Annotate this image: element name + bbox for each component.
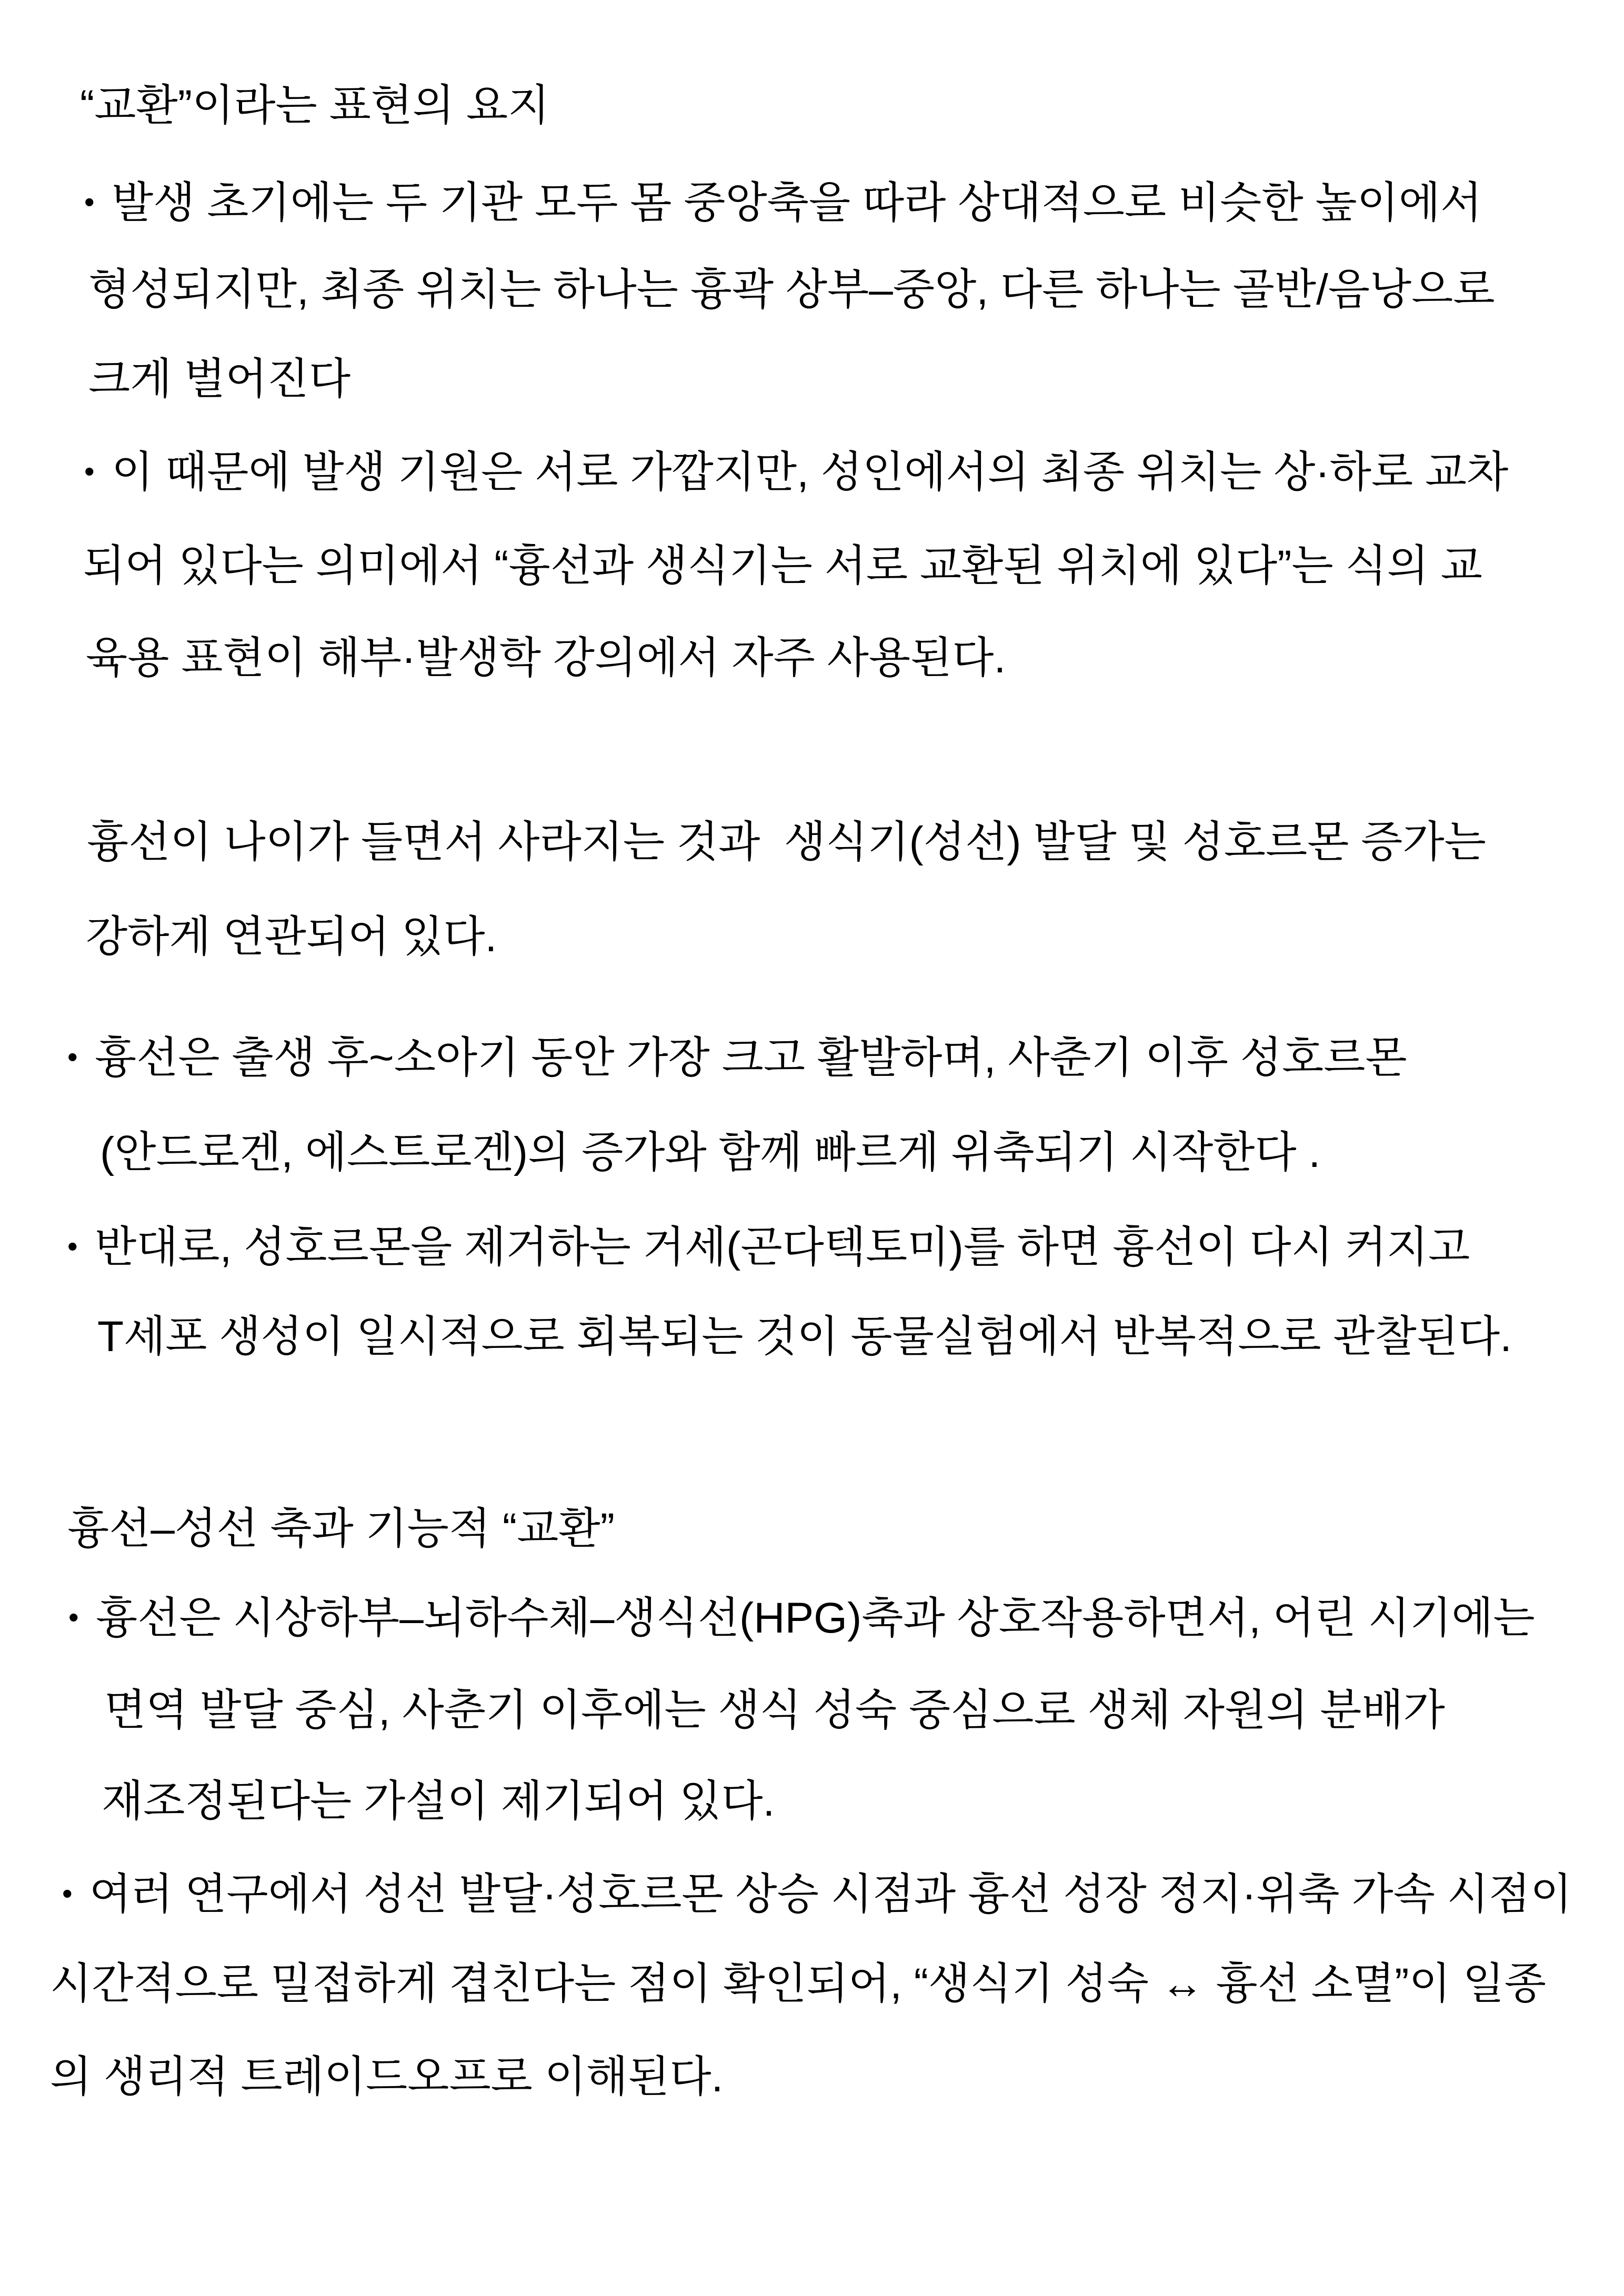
text-line: 되어 있다는 의미에서 “흉선과 생식기는 서로 교환된 위치에 있다”는 식의 교	[83, 542, 1482, 590]
paragraph-line: 흉선이 나이가 들면서 사라지는 것과 생식기(성선) 발달 및 성호르몬 증가는	[87, 818, 1486, 866]
section3-heading: 흉선–성선 축과 기능적 “교환”	[67, 1505, 615, 1553]
text-line: 크게 벌어진다	[88, 355, 351, 403]
text-line: 육용 표현이 해부·발생학 강의에서 자주 사용된다.	[86, 634, 1006, 682]
text-line-content: 흉선은 출생 후~소아기 동안 가장 크고 활발하며, 사춘기 이후 성호르몬	[95, 1034, 1407, 1082]
text-line: T세포 생성이 일시적으로 회복되는 것이 동물실험에서 반복적으로 관찰된다.	[97, 1313, 1512, 1361]
text-line: 면역 발달 중심, 사춘기 이후에는 생식 성숙 중심으로 생체 자원의 분배가	[104, 1686, 1445, 1734]
text-line	[67, 1221, 1470, 1275]
text-line-content: 반대로, 성호르몬을 제거하는 거세(곤다텍토미)를 하면 흉선이 다시 커지고	[95, 1223, 1470, 1271]
bullet-icon: •	[84, 185, 95, 218]
text-line	[84, 446, 1508, 500]
text-line	[68, 1592, 1535, 1646]
text-line-content: 흉선은 시상하부–뇌하수체–생식선(HPG)축과 상호작용하면서, 어린 시기에는	[96, 1594, 1535, 1642]
text-line: (안드로겐, 에스트로겐)의 증가와 함께 빠르게 위축되기 시작한다 .	[100, 1129, 1321, 1176]
text-line: 형성되지만, 최종 위치는 하나는 흉곽 상부–중앙, 다른 하나는 골반/음낭으로	[88, 266, 1495, 314]
bullet-icon: •	[67, 1040, 78, 1073]
bullet-icon: •	[84, 455, 95, 488]
bullet-icon: •	[68, 1600, 79, 1634]
paragraph-line: 강하게 연관되어 있다.	[86, 913, 497, 961]
text-line-content: 발생 초기에는 두 기관 모두 몸 중앙축을 따라 상대적으로 비슷한 높이에서	[112, 179, 1482, 227]
text-line-content: 이 때문에 발생 기원은 서로 가깝지만, 성인에서의 최종 위치는 상·하로 교차	[112, 448, 1509, 496]
text-line	[84, 176, 1482, 230]
section1-heading: “교환”이라는 표현의 요지	[80, 82, 550, 129]
text-line-content: 여러 연구에서 성선 발달·성호르몬 상승 시점과 흉선 성장 정지·위축 가속 시점이	[89, 1870, 1572, 1918]
text-line	[62, 1868, 1572, 1922]
text-line: 시간적으로 밀접하게 겹친다는 점이 확인되어, “생식기 성숙 ↔ 흉선 소멸”이 일종	[50, 1960, 1546, 2008]
text-line: 의 생리적 트레이드오프로 이해된다.	[50, 2053, 724, 2101]
text-line: 재조정된다는 가설이 제기되어 있다.	[102, 1777, 775, 1825]
text-line	[67, 1031, 1407, 1085]
bullet-icon: •	[67, 1230, 78, 1263]
bullet-icon: •	[62, 1877, 73, 1910]
